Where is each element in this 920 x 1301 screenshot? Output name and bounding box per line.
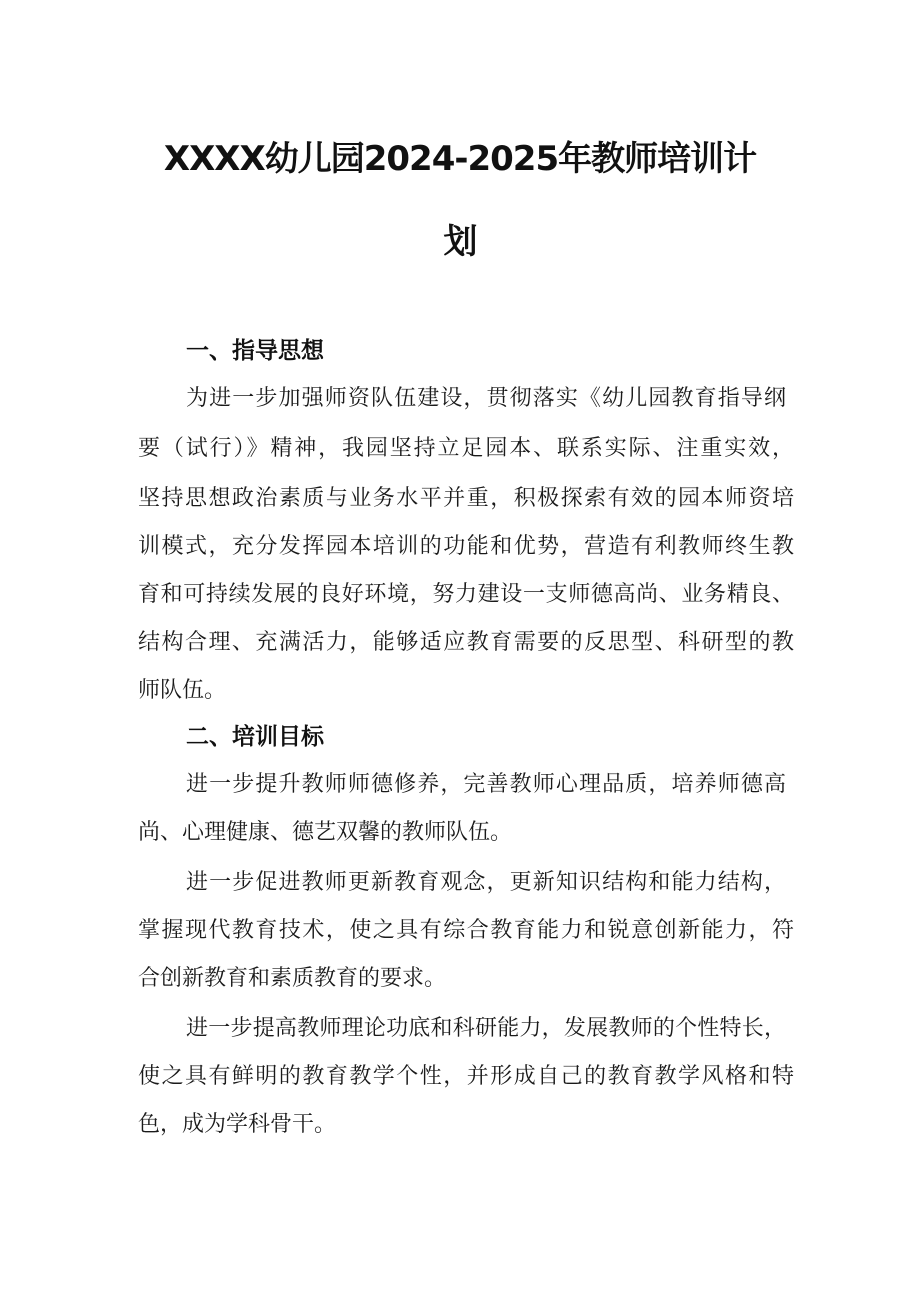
paragraph-line: 坚持思想政治素质与业务水平并重，积极探索有效的园本师资培 [138, 486, 794, 511]
document-title-line-2: 划 [443, 222, 477, 262]
paragraph-line: 师队伍。 [138, 678, 227, 703]
paragraph-line: 育和可持续发展的良好环境，努力建设一支师德高尚、业务精良、 [138, 582, 794, 607]
paragraph-line: 要（试行）》精神，我园坚持立足园本、联系实际、注重实效， [138, 436, 794, 461]
section-heading-guiding-ideology: 一、指导思想 [186, 338, 324, 364]
paragraph-line: 结构合理、充满活力，能够适应教育需要的反思型、科研型的教 [138, 630, 794, 655]
document-title-line-1: XXXX幼儿园2024-2025年教师培训计 [163, 139, 757, 179]
section-heading-training-goals: 二、培训目标 [186, 724, 324, 750]
paragraph-line: 色，成为学科骨干。 [138, 1112, 337, 1137]
paragraph-line: 使之具有鲜明的教育教学个性，并形成自己的教育教学风格和特 [138, 1064, 794, 1089]
paragraph-line: 训模式，充分发挥园本培训的功能和优势，营造有利教师终生教 [138, 534, 794, 559]
paragraph-line: 合创新教育和素质教育的要求。 [138, 966, 447, 991]
paragraph-line: 进一步提高教师理论功底和科研能力，发展教师的个性特长， [186, 1016, 786, 1041]
paragraph-line: 为进一步加强师资队伍建设，贯彻落实《幼儿园教育指导纲 [186, 386, 786, 411]
paragraph-line: 尚、心理健康、德艺双馨的教师队伍。 [138, 820, 513, 845]
paragraph-line: 进一步提升教师师德修养，完善教师心理品质，培养师德高 [186, 772, 786, 797]
paragraph-line: 进一步促进教师更新教育观念，更新知识结构和能力结构， [186, 870, 786, 895]
paragraph-line: 掌握现代教育技术，使之具有综合教育能力和锐意创新能力，符 [138, 918, 794, 943]
